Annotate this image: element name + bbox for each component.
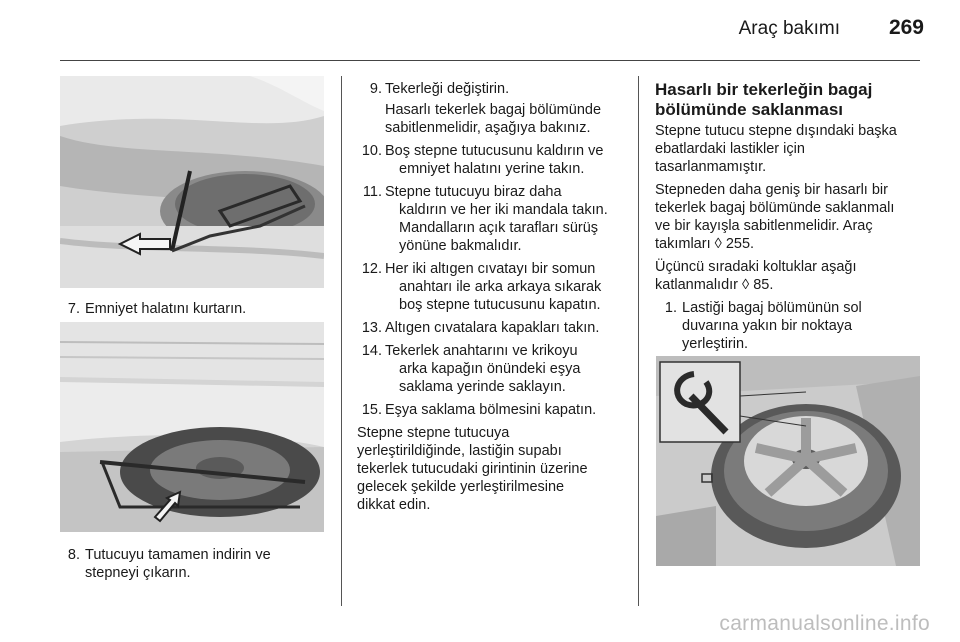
step-8-line: Tutucuyu tamamen indirin ve [85, 547, 271, 563]
para-line: ve bir kayışla sabitlenmelidir. Araç [655, 218, 873, 234]
note-line: tekerlek tutucudaki girintinin üzerine [357, 461, 588, 477]
step-number: 10. [361, 143, 382, 159]
column-divider-left [341, 76, 342, 606]
header-rule [60, 60, 920, 61]
figure-damaged-wheel [656, 356, 920, 566]
step-number: 9. [369, 81, 382, 97]
note-line: dikkat edin. [357, 497, 431, 513]
step-number: 12. [361, 261, 382, 277]
step-11-line: Mandalların açık tarafları sürüş [399, 220, 599, 236]
step-11-line: kaldırın ve her iki mandala takın. [399, 202, 608, 218]
figure-spare-holder [60, 322, 324, 532]
step-9-text: Tekerleği değiştirin. [385, 81, 510, 97]
step-14-line: Tekerlek anahtarını ve krikoyu [385, 343, 578, 359]
para-line: katlanmalıdır ◊ 85. [655, 277, 774, 293]
step-10-line: emniyet halatını yerine takın. [399, 161, 585, 177]
step-8-line: stepneyi çıkarın. [85, 565, 191, 581]
note-line: Stepne stepne tutucuya [357, 425, 510, 441]
para-line: Stepneden daha geniş bir hasarlı bir [655, 182, 888, 198]
step-12-line: Her iki altıgen cıvatayı bir somun [385, 261, 596, 277]
para-line: Stepne tutucu stepne dışındaki başka [655, 123, 897, 139]
para-line: takımları ◊ 255. [655, 236, 755, 252]
step-1-line: Lastiği bagaj bölümünün sol [682, 300, 862, 316]
figure-safety-cable [60, 76, 324, 288]
step-15-line: Eşya saklama bölmesini kapatın. [385, 402, 597, 418]
step-14-line: saklama yerinde saklayın. [399, 379, 566, 395]
step-10-line: Boş stepne tutucusunu kaldırın ve [385, 143, 604, 159]
para-line: tekerlek bagaj bölümünde saklanmalı [655, 200, 895, 216]
step-number: 7. [67, 301, 80, 317]
watermark: carmanualsonline.info [719, 612, 930, 635]
step-9-sub: sabitlenmelidir, aşağıya bakınız. [385, 120, 591, 136]
section-title: Araç bakımı [738, 18, 840, 39]
step-number: 13. [361, 320, 382, 336]
section-heading-line: Hasarlı bir tekerleğin bagaj [655, 80, 873, 99]
step-number: 8. [67, 547, 80, 563]
step-1-line: duvarına yakın bir noktaya [682, 318, 853, 334]
page-number: 269 [888, 16, 924, 39]
step-9-sub: Hasarlı tekerlek bagaj bölümünde [385, 102, 602, 118]
step-number: 1. [664, 300, 677, 316]
step-1-line: yerleştirin. [682, 336, 749, 352]
step-number: 11. [362, 184, 382, 200]
step-11-line: yönüne bakmalıdır. [399, 238, 522, 254]
step-12-line: anahtarı ile arka arkaya sıkarak [399, 279, 602, 295]
para-line: tasarlanmamıştır. [655, 159, 767, 175]
step-11-line: Stepne tutucuyu biraz daha [385, 184, 562, 200]
step-number: 15. [361, 402, 382, 418]
note-line: gelecek şekilde yerleştirilmesine [357, 479, 565, 495]
step-7-text: Emniyet halatını kurtarın. [85, 301, 247, 317]
step-12-line: boş stepne tutucusunu kapatın. [399, 297, 601, 313]
note-line: yerleştirildiğinde, lastiğin supabı [357, 443, 562, 459]
column-divider-right [638, 76, 639, 606]
section-heading-line: bölümünde saklanması [655, 100, 843, 119]
para-line: Üçüncü sıradaki koltuklar aşağı [655, 259, 857, 275]
step-13-line: Altıgen cıvatalara kapakları takın. [385, 320, 600, 336]
step-14-line: arka kapağın önündeki eşya [399, 361, 581, 377]
para-line: ebatlardaki lastikler için [655, 141, 805, 157]
step-number: 14. [361, 343, 382, 359]
